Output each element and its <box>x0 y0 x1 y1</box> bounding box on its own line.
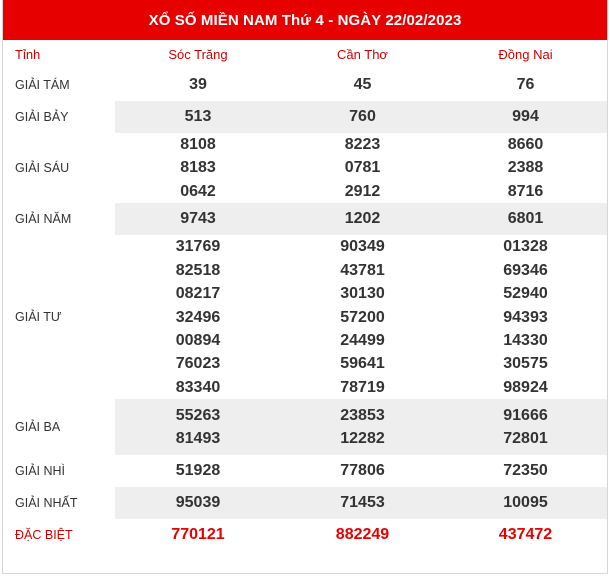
prize-row <box>3 235 607 399</box>
prize-number: 51928 <box>175 462 221 480</box>
prize-label: GIẢI BA <box>15 420 61 435</box>
results-title: XỔ SỐ MIỀN NAM Thứ 4 - NGÀY 22/02/2023 <box>3 0 607 40</box>
special-prize-number: 882249 <box>335 526 390 544</box>
prize-number: 08217 <box>175 285 221 303</box>
prize-cell <box>115 101 281 133</box>
prize-row <box>3 455 607 487</box>
prize-cell <box>115 203 281 235</box>
prize-label: GIẢI NĂM <box>15 212 72 227</box>
prize-number: 32496 <box>175 308 221 326</box>
prize-number: 94393 <box>503 308 548 326</box>
prize-number: 00894 <box>175 331 221 349</box>
prize-number: 91666 <box>503 406 548 424</box>
prize-number: 72801 <box>503 430 548 448</box>
prize-label: GIẢI NHÌ <box>15 464 66 479</box>
prize-cell <box>115 455 281 487</box>
prize-number: 01328 <box>503 238 548 256</box>
prize-label: GIẢI TƯ <box>15 310 62 325</box>
prize-cell <box>444 101 607 133</box>
prize-cell <box>444 133 607 203</box>
prize-label: GIẢI BẢY <box>15 110 69 124</box>
prize-cell <box>444 69 607 101</box>
prize-row <box>3 519 607 551</box>
prize-label: GIẢI TÁM <box>15 78 70 92</box>
prize-number: 98924 <box>503 378 548 396</box>
prize-number: 90349 <box>340 238 385 256</box>
prize-cell <box>444 487 607 519</box>
province-header-dong-nai[interactable]: Đồng Nai <box>498 47 553 62</box>
prize-row <box>3 203 607 235</box>
prize-cell <box>281 235 444 399</box>
prize-number: 30130 <box>340 285 385 303</box>
province-header-can-tho[interactable]: Cần Thơ <box>337 47 388 62</box>
prize-number: 57200 <box>340 308 385 326</box>
prize-cell <box>115 519 281 551</box>
prize-number: 82518 <box>175 261 221 279</box>
prize-number: 72350 <box>503 462 548 480</box>
prize-cell <box>115 235 281 399</box>
prize-cell <box>115 133 281 203</box>
prize-row <box>3 101 607 133</box>
prize-cell <box>115 69 281 101</box>
prize-cell <box>444 399 607 455</box>
prize-number: 81493 <box>175 430 221 448</box>
prize-cell <box>444 455 607 487</box>
province-header-label: Tỉnh <box>15 47 41 62</box>
prize-cell <box>281 399 444 455</box>
prize-number: 52940 <box>503 285 548 303</box>
prize-number: 0642 <box>180 182 216 200</box>
prize-number: 31769 <box>175 238 221 256</box>
prize-number: 8183 <box>180 159 216 177</box>
province-header-soc-trang[interactable]: Sóc Trăng <box>168 47 228 62</box>
results-table <box>3 40 607 551</box>
prize-cell <box>281 455 444 487</box>
prize-number: 55263 <box>175 406 221 424</box>
prize-number: 760 <box>349 108 376 125</box>
prize-number: 83340 <box>175 378 221 396</box>
prize-number: 78719 <box>340 378 385 396</box>
prize-number: 0781 <box>344 159 381 177</box>
prize-number: 77806 <box>340 462 385 480</box>
prize-number: 39 <box>189 76 207 93</box>
prize-number: 1202 <box>344 210 381 228</box>
prize-cell <box>444 203 607 235</box>
prize-number: 95039 <box>175 494 221 512</box>
prize-cell <box>444 235 607 399</box>
prize-cell <box>281 69 444 101</box>
prize-number: 24499 <box>340 331 385 349</box>
prize-cell <box>281 101 444 133</box>
prize-number: 2912 <box>344 182 381 200</box>
prize-number: 994 <box>512 108 539 125</box>
prize-row <box>3 133 607 203</box>
prize-number: 76023 <box>175 355 221 373</box>
prize-number: 12282 <box>340 430 385 448</box>
prize-number: 6801 <box>507 210 544 228</box>
prize-cell <box>115 487 281 519</box>
prize-label: ĐẶC BIỆT <box>15 528 73 543</box>
prize-number: 59641 <box>340 355 385 373</box>
prize-number: 513 <box>184 108 212 125</box>
prize-number: 30575 <box>503 355 548 373</box>
prize-cell <box>444 519 607 551</box>
prize-row <box>3 487 607 519</box>
prize-number: 9743 <box>180 210 216 228</box>
prize-cell <box>115 399 281 455</box>
prize-cell <box>281 203 444 235</box>
special-prize-number: 437472 <box>498 526 553 544</box>
prize-label: GIẢI SÁU <box>15 161 70 176</box>
prize-row <box>3 399 607 455</box>
special-prize-number: 770121 <box>171 526 225 544</box>
prize-cell <box>281 519 444 551</box>
prize-number: 45 <box>353 76 372 93</box>
prize-number: 43781 <box>340 261 385 279</box>
prize-number: 8223 <box>344 136 381 153</box>
prize-row <box>3 69 607 101</box>
prize-number: 71453 <box>340 494 385 512</box>
prize-number: 2388 <box>507 159 544 177</box>
prize-cell <box>281 487 444 519</box>
results-panel <box>2 0 608 574</box>
prize-number: 23853 <box>340 406 385 424</box>
prize-number: 69346 <box>503 261 548 279</box>
prize-number: 14330 <box>503 331 548 349</box>
prize-cell <box>281 133 444 203</box>
prize-number: 8660 <box>507 136 544 153</box>
prize-number: 8108 <box>180 136 216 153</box>
header-row <box>3 40 607 69</box>
prize-label: GIẢI NHẤT <box>15 496 78 511</box>
prize-number: 8716 <box>507 182 544 200</box>
prize-number: 10095 <box>503 494 548 512</box>
prize-number: 76 <box>516 76 535 93</box>
